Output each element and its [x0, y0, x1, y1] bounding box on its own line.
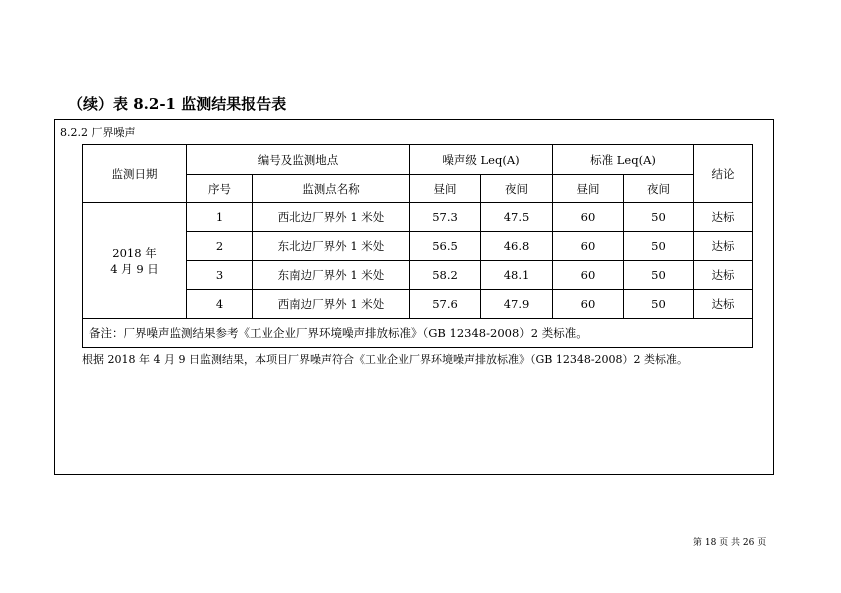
row-noise-day: 57.6	[410, 290, 481, 319]
header-noise-day: 昼间	[410, 175, 481, 203]
row-std-night: 50	[624, 290, 694, 319]
table-note: 备注：厂界噪声监测结果参考《工业企业厂界环境噪声排放标准》（GB 12348-2008）2 类标准。	[83, 319, 753, 348]
row-result: 达标	[694, 290, 753, 319]
date-line: 4 月 9 日	[110, 261, 159, 276]
row-std-night: 50	[624, 203, 694, 232]
row-point-name: 西北边厂界外 1 米处	[253, 203, 410, 232]
header-noise-group: 噪声级 Leq(A)	[410, 145, 553, 175]
row-noise-day: 56.5	[410, 232, 481, 261]
date-line: 2018 年	[112, 245, 157, 260]
header-location-group: 编号及监测地点	[187, 145, 410, 175]
row-std-day: 60	[553, 290, 624, 319]
row-std-day: 60	[553, 203, 624, 232]
row-result: 达标	[694, 232, 753, 261]
header-point-name: 监测点名称	[253, 175, 410, 203]
monitoring-table	[82, 144, 753, 348]
header-date: 监测日期	[83, 145, 187, 203]
header-standard-group: 标准 Leq(A)	[553, 145, 694, 175]
row-point-name: 东南边厂界外 1 米处	[253, 261, 410, 290]
row-result: 达标	[694, 261, 753, 290]
header-row-1	[83, 145, 753, 175]
date-cell	[83, 203, 187, 319]
row-noise-night: 46.8	[481, 232, 553, 261]
table-title: （续）表 8.2-1 监测结果报告表	[68, 95, 287, 113]
row-point-name: 东北边厂界外 1 米处	[253, 232, 410, 261]
conclusion-text: 根据 2018 年 4 月 9 日监测结果，本项目厂界噪声符合《工业企业厂界环境噪声排放标准》（GB 12348-2008）2 类标准。	[82, 353, 689, 366]
row-seq: 4	[187, 290, 253, 319]
header-std-day: 昼间	[553, 175, 624, 203]
row-std-night: 50	[624, 232, 694, 261]
row-point-name: 西南边厂界外 1 米处	[253, 290, 410, 319]
row-result: 达标	[694, 203, 753, 232]
header-conclusion: 结论	[694, 145, 753, 203]
row-noise-night: 48.1	[481, 261, 553, 290]
row-std-day: 60	[553, 261, 624, 290]
row-noise-night: 47.9	[481, 290, 553, 319]
row-std-day: 60	[553, 232, 624, 261]
note-row	[83, 319, 753, 348]
header-std-night: 夜间	[624, 175, 694, 203]
table-row	[83, 203, 753, 232]
section-label: 8.2.2 厂界噪声	[60, 126, 136, 139]
row-noise-day: 58.2	[410, 261, 481, 290]
header-seq: 序号	[187, 175, 253, 203]
row-seq: 1	[187, 203, 253, 232]
row-std-night: 50	[624, 261, 694, 290]
row-seq: 3	[187, 261, 253, 290]
page-number: 第 18 页 共 26 页	[693, 538, 767, 548]
header-noise-night: 夜间	[481, 175, 553, 203]
row-seq: 2	[187, 232, 253, 261]
row-noise-day: 57.3	[410, 203, 481, 232]
row-noise-night: 47.5	[481, 203, 553, 232]
